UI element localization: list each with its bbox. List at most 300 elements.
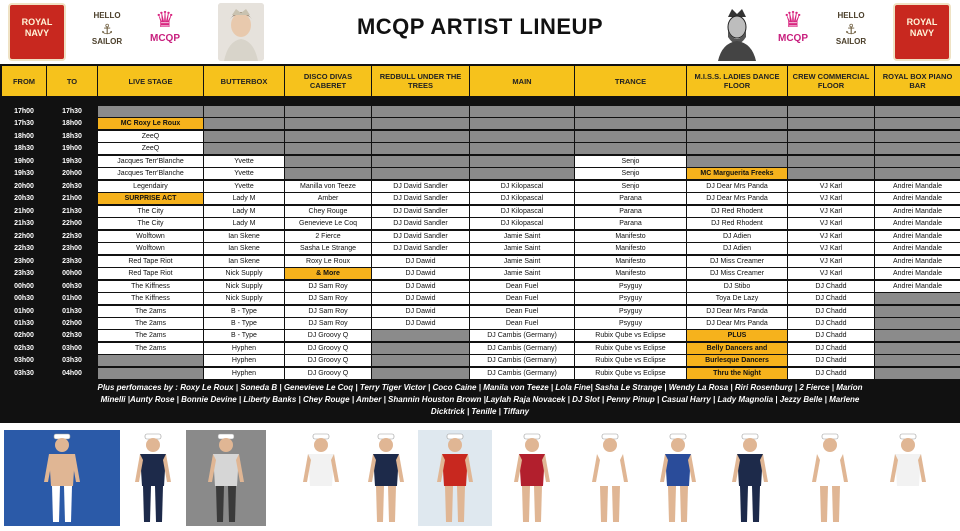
artist-slot: DJ David Sandler xyxy=(372,218,469,229)
empty-slot xyxy=(372,330,469,341)
artist-slot: B - Type xyxy=(204,318,284,329)
artist-slot: DJ Dawid xyxy=(372,281,469,292)
table-row xyxy=(0,318,960,329)
time-from: 17h00 xyxy=(14,108,34,115)
table-row xyxy=(0,355,960,366)
artist-slot: DJ Dawid xyxy=(372,256,469,267)
artist-slot: Psyguy xyxy=(575,281,686,292)
time-to: 03h30 xyxy=(62,357,82,365)
artist-slot: Legendairy xyxy=(98,181,203,192)
table-row xyxy=(0,156,960,167)
column-header: ROYAL BOX PIANO BAR xyxy=(875,66,960,96)
artist-slot: The City xyxy=(98,206,203,217)
empty-slot xyxy=(875,131,960,142)
empty-slot xyxy=(372,106,469,117)
artist-slot: DJ Groovy Q xyxy=(285,355,371,366)
empty-slot xyxy=(875,156,960,167)
empty-slot xyxy=(575,106,686,117)
artist-slot: Rubix Qube vs Eclipse xyxy=(575,355,686,366)
artist-slot: Manilla von Teeze xyxy=(285,181,371,192)
flag-swimwear-photo xyxy=(496,430,568,526)
artist-slot: DJ David Sandler xyxy=(372,193,469,204)
table-row xyxy=(0,268,960,279)
time-to: 19h00 xyxy=(62,145,82,153)
artist-slot: VJ Karl xyxy=(788,231,874,242)
artist-slot: Senjo xyxy=(575,156,686,167)
empty-slot xyxy=(204,118,284,129)
artist-slot: DJ Dear Mrs Panda xyxy=(687,193,787,204)
artist-slot: The 2ams xyxy=(98,343,203,354)
artist-slot: VJ Karl xyxy=(788,268,874,279)
artist-slot: DJ Kilopascal xyxy=(470,193,574,204)
artist-slot: VJ Karl xyxy=(788,181,874,192)
artist-slot: Yvette xyxy=(204,181,284,192)
table-row xyxy=(0,181,960,192)
table-row xyxy=(0,168,960,179)
time-to: 19h30 xyxy=(62,157,82,165)
empty-slot xyxy=(372,156,469,167)
empty-slot xyxy=(575,131,686,142)
artist-slot: The 2ams xyxy=(98,306,203,317)
artist-slot: VJ Karl xyxy=(788,193,874,204)
artist-slot: Ian Skene xyxy=(204,243,284,254)
artist-slot: The Kiffness xyxy=(98,293,203,304)
time-from: 02h30 xyxy=(14,344,34,352)
artist-slot: DJ Dear Mrs Panda xyxy=(687,318,787,329)
royal-navy-logo-right: ROYAL NAVY xyxy=(893,3,951,61)
time-from: 22h00 xyxy=(14,232,34,240)
artist-slot: Toya De Lazy xyxy=(687,293,787,304)
empty-slot xyxy=(372,343,469,354)
artist-slot: The 2ams xyxy=(98,330,203,341)
artist-slot: Jacques Terr'Blanche xyxy=(98,168,203,179)
artist-slot: Jamie Saint xyxy=(470,256,574,267)
artist-slot: B - Type xyxy=(204,306,284,317)
empty-slot xyxy=(875,118,960,129)
artist-slot: Andrei Mandale xyxy=(875,231,960,242)
sailor-woman-photo xyxy=(582,430,638,526)
sailor-duo-photo xyxy=(4,430,120,526)
time-from: 23h00 xyxy=(14,257,34,265)
artist-slot: DJ Kilopascal xyxy=(470,206,574,217)
table-header-row xyxy=(0,66,960,96)
column-header: TRANCE xyxy=(575,66,686,96)
empty-slot xyxy=(687,156,787,167)
artist-slot: DJ Chadd xyxy=(788,281,874,292)
artist-slot: Manifesto xyxy=(575,231,686,242)
column-header: FROM xyxy=(2,66,46,96)
sailor-man-photo xyxy=(128,430,178,526)
hello-sailor-logo: HELLO ⚓ SAILOR xyxy=(82,3,132,61)
empty-slot xyxy=(372,143,469,154)
artist-slot: DJ Cambis (Germany) xyxy=(470,330,574,341)
column-header: LIVE STAGE xyxy=(98,66,203,96)
empty-slot xyxy=(875,368,960,379)
time-from: 01h00 xyxy=(14,307,34,315)
artist-slot: Manifesto xyxy=(575,256,686,267)
artist-slot: Dean Fuel xyxy=(470,318,574,329)
table-row xyxy=(0,218,960,229)
time-from: 19h30 xyxy=(14,170,34,178)
artist-slot: DJ Miss Creamer xyxy=(687,268,787,279)
time-to: 17h30 xyxy=(62,108,82,115)
empty-slot xyxy=(285,156,371,167)
empty-slot xyxy=(470,156,574,167)
empty-slot xyxy=(875,306,960,317)
time-to: 01h00 xyxy=(62,295,82,303)
artist-slot: DJ Kilopascal xyxy=(470,218,574,229)
time-from: 02h00 xyxy=(14,332,34,340)
empty-slot xyxy=(875,106,960,117)
artist-slot: DJ Dawid xyxy=(372,268,469,279)
artist-slot: Red Tape Riot xyxy=(98,268,203,279)
table-row xyxy=(0,281,960,292)
empty-slot xyxy=(285,143,371,154)
king-engraving xyxy=(714,3,760,61)
artist-slot: DJ Cambis (Germany) xyxy=(470,343,574,354)
time-to: 00h30 xyxy=(62,282,82,290)
time-to: 01h30 xyxy=(62,307,82,315)
artist-slot: DJ Chadd xyxy=(788,343,874,354)
artist-slot: DJ Adien xyxy=(687,231,787,242)
artist-slot: Psyguy xyxy=(575,318,686,329)
highlight-slot: Thru the Night xyxy=(687,368,787,379)
empty-slot xyxy=(875,168,960,179)
artist-slot: DJ David Sandler xyxy=(372,243,469,254)
artist-slot: DJ Dawid xyxy=(372,306,469,317)
artist-slot: Jamie Saint xyxy=(470,268,574,279)
time-to: 23h00 xyxy=(62,245,82,253)
time-to: 00h00 xyxy=(62,270,82,278)
artist-slot: DJ David Sandler xyxy=(372,231,469,242)
artist-slot: Dean Fuel xyxy=(470,281,574,292)
artist-slot: DJ Stibo xyxy=(687,281,787,292)
pinup-painting-photo xyxy=(418,430,492,526)
page-title: MCQP ARTIST LINEUP xyxy=(356,14,604,39)
crown-icon: ♛ xyxy=(155,7,175,32)
empty-slot xyxy=(875,143,960,154)
time-from: 20h00 xyxy=(14,182,34,190)
artist-slot: DJ Chadd xyxy=(788,330,874,341)
artist-slot: DJ Chadd xyxy=(788,293,874,304)
artist-slot: DJ Chadd xyxy=(788,306,874,317)
artist-slot: DJ David Sandler xyxy=(372,181,469,192)
lineup-table xyxy=(0,64,960,380)
time-from: 23h30 xyxy=(14,270,34,278)
table-row xyxy=(0,193,960,204)
time-from: 00h30 xyxy=(14,295,34,303)
artist-slot: ZeeQ xyxy=(98,143,203,154)
artist-slot: DJ Sam Roy xyxy=(285,306,371,317)
table-row xyxy=(0,330,960,341)
empty-slot xyxy=(204,106,284,117)
performances-label: Plus perfomaces by : xyxy=(97,383,178,392)
table-row xyxy=(0,118,960,129)
time-from: 20h30 xyxy=(14,195,34,203)
queen-portrait xyxy=(218,3,264,61)
hello-sailor-logo-right: HELLO ⚓ SAILOR xyxy=(826,3,876,61)
artist-slot: Sasha Le Strange xyxy=(285,243,371,254)
time-to: 18h30 xyxy=(62,132,82,140)
time-to: 20h00 xyxy=(62,170,82,178)
artist-slot: Roxy Le Roux xyxy=(285,256,371,267)
artist-slot: B - Type xyxy=(204,330,284,341)
empty-slot xyxy=(875,343,960,354)
artist-slot: Dean Fuel xyxy=(470,306,574,317)
table-row xyxy=(0,231,960,242)
empty-slot xyxy=(372,368,469,379)
time-from: 21h30 xyxy=(14,220,34,228)
artist-slot: Dean Fuel xyxy=(470,293,574,304)
artist-slot: Andrei Mandale xyxy=(875,268,960,279)
empty-slot xyxy=(788,156,874,167)
table-row xyxy=(0,368,960,379)
anchor-icon: ⚓ xyxy=(100,21,114,37)
artist-slot: Senjo xyxy=(575,168,686,179)
artist-slot: DJ Adien xyxy=(687,243,787,254)
artist-slot: Psyguy xyxy=(575,293,686,304)
header xyxy=(0,0,960,64)
table-row xyxy=(0,306,960,317)
time-to: 04h00 xyxy=(62,369,82,377)
time-from: 03h00 xyxy=(14,357,34,365)
table-row xyxy=(0,131,960,142)
time-to: 02h00 xyxy=(62,319,82,327)
empty-slot xyxy=(470,168,574,179)
empty-slot xyxy=(788,143,874,154)
time-to: 02h30 xyxy=(62,332,82,340)
royal-navy-logo: ROYAL NAVY xyxy=(8,3,66,61)
artist-slot: Nick Supply xyxy=(204,281,284,292)
artist-slot: Andrei Mandale xyxy=(875,256,960,267)
time-to: 18h00 xyxy=(62,120,82,128)
artist-slot: Ian Skene xyxy=(204,256,284,267)
empty-slot xyxy=(470,131,574,142)
artist-slot: Nick Supply xyxy=(204,293,284,304)
artist-slot: DJ Chadd xyxy=(788,355,874,366)
artist-slot: Yvette xyxy=(204,156,284,167)
empty-slot xyxy=(875,318,960,329)
empty-slot xyxy=(788,168,874,179)
empty-slot xyxy=(285,118,371,129)
artist-slot: Parana xyxy=(575,206,686,217)
artist-slot: Rubix Qube vs Eclipse xyxy=(575,368,686,379)
artist-slot: DJ Dawid xyxy=(372,318,469,329)
empty-slot xyxy=(788,131,874,142)
empty-slot xyxy=(372,355,469,366)
time-to: 22h00 xyxy=(62,220,82,228)
empty-slot xyxy=(372,118,469,129)
artist-slot: Lady M xyxy=(204,206,284,217)
artist-slot: DJ Sam Roy xyxy=(285,281,371,292)
highlight-slot: MC Roxy Le Roux xyxy=(98,118,203,129)
artist-slot: Genevieve Le Coq xyxy=(285,218,371,229)
empty-slot xyxy=(470,106,574,117)
mcqp-logo: ♛ MCQP xyxy=(140,3,190,61)
artist-slot: DJ Sam Roy xyxy=(285,318,371,329)
column-header: DISCO DIVAS CABERET xyxy=(285,66,371,96)
artist-slot: DJ Dawid xyxy=(372,293,469,304)
time-to: 21h00 xyxy=(62,195,82,203)
artist-slot: Lady M xyxy=(204,193,284,204)
artist-slot: 2 Fierce xyxy=(285,231,371,242)
artist-slot: Yvette xyxy=(204,168,284,179)
artist-slot: DJ Dear Mrs Panda xyxy=(687,181,787,192)
column-header: REDBULL UNDER THE TREES xyxy=(372,66,469,96)
artist-slot: DJ Miss Creamer xyxy=(687,256,787,267)
empty-slot xyxy=(875,293,960,304)
column-header: MAIN xyxy=(470,66,574,96)
sailor-man-photo xyxy=(878,430,938,526)
highlight-slot: Belly Dancers and xyxy=(687,343,787,354)
time-from: 01h30 xyxy=(14,319,34,327)
empty-slot xyxy=(470,143,574,154)
time-from: 03h30 xyxy=(14,369,34,377)
empty-slot xyxy=(470,118,574,129)
artist-slot: Red Tape Riot xyxy=(98,256,203,267)
artist-slot: Parana xyxy=(575,193,686,204)
sailor-woman-photo xyxy=(646,430,710,526)
artist-slot: DJ Red Rhodent xyxy=(687,218,787,229)
empty-slot xyxy=(875,355,960,366)
artist-slot: Wolftown xyxy=(98,243,203,254)
artist-slot: Manifesto xyxy=(575,268,686,279)
artist-slot: Rubix Qube vs Eclipse xyxy=(575,330,686,341)
artist-slot: The City xyxy=(98,218,203,229)
empty-slot xyxy=(575,118,686,129)
artist-slot: The Kiffness xyxy=(98,281,203,292)
artist-slot: Hyphen xyxy=(204,368,284,379)
anchor-icon: ⚓ xyxy=(844,21,858,37)
artist-slot: Hyphen xyxy=(204,343,284,354)
artist-slot: Chey Rouge xyxy=(285,206,371,217)
artist-slot: Ian Skene xyxy=(204,231,284,242)
column-header: CREW COMMERCIAL FLOOR xyxy=(788,66,874,96)
mcqp-logo-right: ♛ MCQP xyxy=(768,3,818,61)
time-from: 18h00 xyxy=(14,132,34,140)
time-to: 22h30 xyxy=(62,232,82,240)
performances-names: Roxy Le Roux | Soneda B | Genevieve Le Coq | Terry Tiger Victor | Coco Caine | Manila von Teeze | Lola Fine| Sasha Le Strange | Wendy La Rosa | Riri Rosenburg | 2 Fierce | Marion Minelli |Aunty Rose | Bonnie Devine | Liberty Banks | Chey Rouge | Amber | Shannin Houston Brown |Laylah Raja Novacek | DJ Slot | Penny Pinup | Casual Harry | Lady Magnolia | Jezzy Belle | Marlene Dicktrick | Tenille | Tiffany xyxy=(100,383,863,416)
artist-slot: DJ Sam Roy xyxy=(285,293,371,304)
artist-slot: Andrei Mandale xyxy=(875,193,960,204)
highlight-slot: PLUS xyxy=(687,330,787,341)
crown-icon: ♛ xyxy=(783,7,803,32)
performances-list xyxy=(0,380,960,423)
column-header: BUTTERBOX xyxy=(204,66,284,96)
time-from: 18h30 xyxy=(14,145,34,153)
artist-slot: DJ Dear Mrs Panda xyxy=(687,306,787,317)
artist-slot: DJ Groovy Q xyxy=(285,368,371,379)
artist-slot: Wolftown xyxy=(98,231,203,242)
column-header: TO xyxy=(47,66,97,96)
artist-slot: VJ Karl xyxy=(788,218,874,229)
sailor-man-photo xyxy=(292,430,350,526)
table-row xyxy=(0,243,960,254)
highlight-slot: Burlesque Dancers xyxy=(687,355,787,366)
artist-slot: VJ Karl xyxy=(788,243,874,254)
highlight-slot: SURPRISE ACT xyxy=(98,193,203,204)
empty-slot xyxy=(687,143,787,154)
empty-slot xyxy=(788,118,874,129)
highlight-slot: MC Marguerita Freeks xyxy=(687,168,787,179)
time-from: 00h00 xyxy=(14,282,34,290)
artist-slot: Amber xyxy=(285,193,371,204)
time-from: 17h30 xyxy=(14,120,34,128)
artist-slot: Psyguy xyxy=(575,306,686,317)
time-from: 21h00 xyxy=(14,207,34,215)
artist-slot: DJ David Sandler xyxy=(372,206,469,217)
artist-slot: DJ Chadd xyxy=(788,368,874,379)
artist-slot: VJ Karl xyxy=(788,256,874,267)
time-to: 23h30 xyxy=(62,257,82,265)
artist-slot: Rubix Qube vs Eclipse xyxy=(575,343,686,354)
artist-slot: Parana xyxy=(575,218,686,229)
artist-slot: Andrei Mandale xyxy=(875,206,960,217)
highlight-slot: & More xyxy=(285,268,371,279)
time-to: 20h30 xyxy=(62,182,82,190)
table-row xyxy=(0,256,960,267)
empty-slot xyxy=(687,131,787,142)
artist-slot: Jamie Saint xyxy=(470,243,574,254)
table-row xyxy=(0,343,960,354)
empty-slot xyxy=(788,106,874,117)
sailor-couple-photo xyxy=(790,430,870,526)
table-row xyxy=(0,206,960,217)
empty-slot xyxy=(687,118,787,129)
photo-strip xyxy=(0,428,960,531)
empty-slot xyxy=(204,143,284,154)
artist-slot: DJ Groovy Q xyxy=(285,330,371,341)
time-from: 19h00 xyxy=(14,157,34,165)
artist-slot: DJ Chadd xyxy=(788,318,874,329)
artist-slot: DJ Groovy Q xyxy=(285,343,371,354)
artist-slot: DJ Cambis (Germany) xyxy=(470,355,574,366)
table-row xyxy=(0,106,960,117)
sailor-portrait-photo xyxy=(186,430,266,526)
empty-slot xyxy=(285,168,371,179)
artist-slot: Senjo xyxy=(575,181,686,192)
artist-slot: DJ Red Rhodent xyxy=(687,206,787,217)
artist-slot: The 2ams xyxy=(98,318,203,329)
table-row xyxy=(0,293,960,304)
artist-slot: ZeeQ xyxy=(98,131,203,142)
empty-slot xyxy=(575,143,686,154)
artist-slot: Manifesto xyxy=(575,243,686,254)
artist-slot: Andrei Mandale xyxy=(875,181,960,192)
artist-slot: VJ Karl xyxy=(788,206,874,217)
time-to: 03h00 xyxy=(62,344,82,352)
sailor-woman-photo xyxy=(360,430,412,526)
empty-slot xyxy=(372,131,469,142)
empty-slot xyxy=(372,168,469,179)
artist-slot: Lady M xyxy=(204,218,284,229)
artist-slot: Andrei Mandale xyxy=(875,281,960,292)
empty-slot xyxy=(98,106,203,117)
artist-slot: Hyphen xyxy=(204,355,284,366)
empty-slot xyxy=(875,330,960,341)
artist-slot: DJ Kilopascal xyxy=(470,181,574,192)
artist-slot: Jamie Saint xyxy=(470,231,574,242)
artist-slot: DJ Cambis (Germany) xyxy=(470,368,574,379)
empty-slot xyxy=(687,106,787,117)
empty-slot xyxy=(98,368,203,379)
artist-slot: Andrei Mandale xyxy=(875,243,960,254)
empty-slot xyxy=(98,355,203,366)
empty-slot xyxy=(285,106,371,117)
empty-slot xyxy=(285,131,371,142)
time-from: 22h30 xyxy=(14,245,34,253)
naval-officer-photo xyxy=(720,430,780,526)
